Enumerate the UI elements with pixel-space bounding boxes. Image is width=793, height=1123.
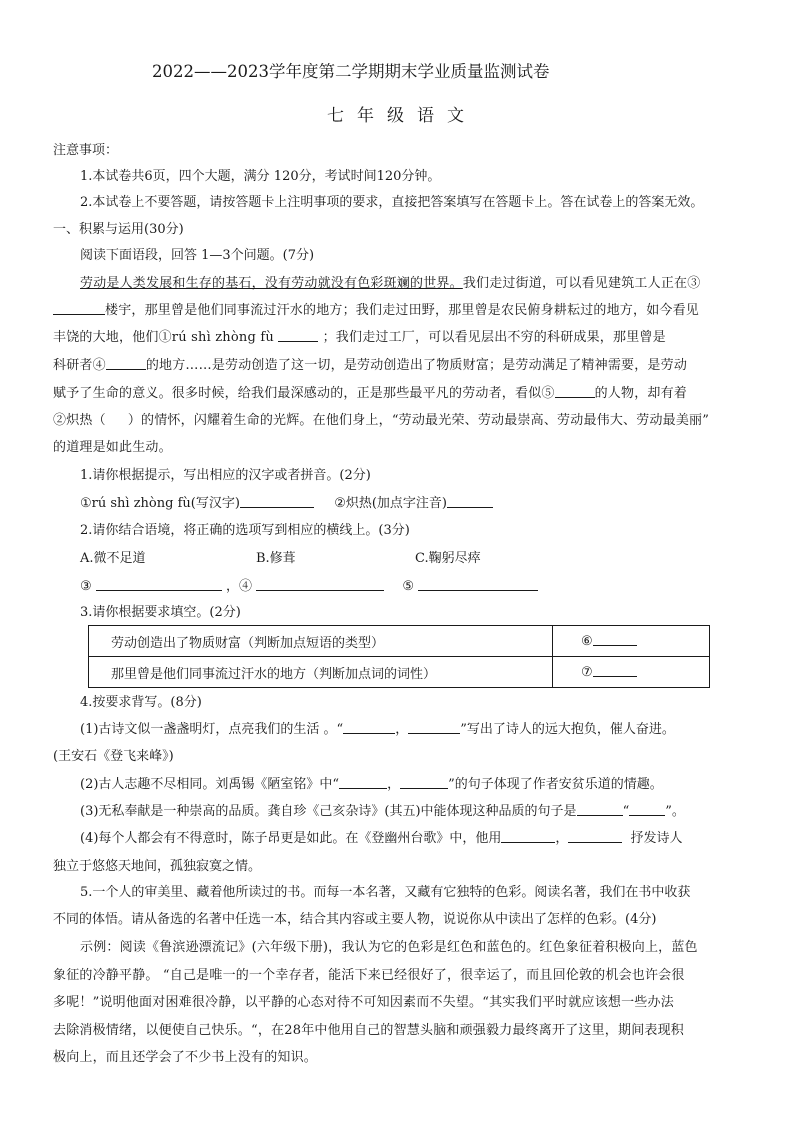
option-a: A.微不足道 — [80, 551, 146, 566]
answer-blank — [96, 578, 222, 591]
passage-intro: 阅读下面语段，回答 1—3个问题。(7分) — [80, 248, 315, 263]
answer-blank — [418, 578, 538, 591]
notice-heading: 注意事项： — [53, 143, 119, 158]
passage-line-5: 赋予了生命的意义。很多时候，给我们最深感动的，正是那些最平凡的劳动者，看似⑤ 的人物，却有着 — [53, 386, 688, 401]
exam-title: 2022——2023学年度第二学期期末学业质量监测试卷 — [152, 62, 550, 81]
question-2-stem: 2.请你结合语境，将正确的选项写到相应的横线上。(3分) — [80, 523, 410, 538]
section-heading: 一、积累与运用(30分) — [53, 222, 184, 237]
example-line-5: 极向上，而且还学会了不少书上没有的知识。 — [53, 1050, 318, 1065]
passage-line-4: 科研者④ 的地方……是劳动创造了这一切，是劳动创造出了物质财富；是劳动满足了精神需要，是劳动 — [53, 358, 688, 373]
question-4-part-4: (4)每个人都会有不得意时，陈子昂更是如此。在《登幽州台歌》中，他用 ， 抒发诗人 — [80, 831, 683, 846]
answer-blank — [240, 495, 314, 508]
table-cell: 劳动创造出了物质财富（判断加点短语的类型） — [89, 626, 553, 657]
question-5-line-2: 不同的体悟。请从备选的名著中任选一本，结合其内容或主要人物，说说你从中读出了怎样的色彩。(4分) — [53, 912, 657, 927]
answer-blank — [447, 495, 493, 508]
blank-4 — [106, 357, 146, 370]
underlined-sentence: 劳动是人类发展和生存的基石，没有劳动就没有色彩斑斓的世界。 — [80, 276, 463, 291]
blank-3 — [53, 302, 105, 315]
table-cell: 那里曾是他们同事流过汗水的地方（判断加点词的词性） — [89, 657, 553, 688]
question-4-source: (王安石《登飞来峰》) — [53, 749, 174, 764]
answer-cell: ⑦ — [553, 657, 710, 688]
passage-line-7: 的道理是如此生动。 — [53, 440, 172, 455]
passage-line-3: 丰饶的大地，他们①rú shì zhòng fù ；我们走过工厂，可以看见层出不穷的科研成果，那里曾是 — [53, 330, 666, 345]
blank-1 — [278, 329, 318, 342]
question-3-table — [88, 625, 710, 688]
exam-subtitle: 七年级语文 — [327, 106, 477, 126]
answer-blank — [256, 578, 384, 591]
question-4-part-4-cont: 独立于悠悠天地间，孤独寂寞之情。 — [53, 859, 262, 874]
example-line-2: 象征的冷静平静。 “自己是唯一的一个幸存者，能活下来已经很好了，很幸运了，而且回伦敦的机会也许会很 — [53, 968, 685, 983]
question-4-stem: 4.按要求背写。(8分) — [80, 695, 202, 710]
passage-line-2: 楼宇，那里曾是他们同事流过汗水的地方；我们走过田野，那里曾是农民俯身耕耘过的地方，如今看见 — [53, 299, 699, 318]
question-5-line-1: 5.一个人的审美里、藏着他所读过的书。而每一本名著，又藏有它独特的色彩。阅读名著，我们在书中收获 — [80, 885, 691, 900]
option-c: C.鞠躬尽瘁 — [415, 551, 481, 566]
example-line-1: 示例：阅读《鲁滨逊漂流记》(六年级下册)，我认为它的色彩是红色和蓝色的。红色象征着积极向上，蓝色 — [80, 940, 698, 955]
question-4-part-1: (1)古诗文似一盏盏明灯，点亮我们的生活 。“ ， ”写出了诗人的远大抱负，催人奋进。 — [80, 722, 675, 737]
passage-line-1: 劳动是人类发展和生存的基石，没有劳动就没有色彩斑斓的世界。我们走过街道，可以看见建筑工人正在③ — [80, 276, 701, 291]
question-1-answers: ①rú shì zhòng fù(写汉字) ②炽热(加点字注音) — [80, 492, 493, 511]
example-line-3: 多呢！”说明他面对困难很冷静，以平静的心态对待不可知因素而不失望。“其实我们平时就应该想一些办法 — [53, 995, 674, 1010]
question-4-part-2: (2)古人志趣不尽相同。刘禹锡《陋室铭》中“ ， ”的句子体现了作者安贫乐道的情趣。 — [80, 777, 663, 792]
passage-line-6: ②炽热（ ）的情怀，闪耀着生命的光辉。在他们身上，“劳动最光荣、劳动最崇高、劳动最伟大、劳动最美丽” — [53, 413, 710, 428]
notice-item-1: 1.本试卷共6页，四个大题，满分 120分，考试时间120分钟。 — [80, 169, 441, 184]
question-2-blanks: ③ ，④ ⑤ — [80, 575, 538, 594]
question-4-part-3: (3)无私奉献是一种崇高的品质。龚自珍《己亥杂诗》(其五)中能体现这种品质的句子是 “ ”。 — [80, 804, 685, 819]
blank-5 — [555, 385, 595, 398]
question-1-stem: 1.请你根据提示，写出相应的汉字或者拼音。(2分) — [80, 468, 371, 483]
answer-cell: ⑥ — [553, 626, 710, 657]
option-b: B.修葺 — [256, 551, 296, 566]
question-3-stem: 3.请你根据要求填空。(2分) — [80, 605, 241, 620]
table-row — [89, 657, 710, 688]
notice-item-2: 2.本试卷上不要答题，请按答题卡上注明事项的要求，直接把答案填写在答题卡上。答在试卷上的答案无效。 — [80, 195, 704, 210]
example-line-4: 去除消极情绪，以便使自己快乐。“，在28年中他用自己的智慧头脑和顽强毅力最终离开了这里，期间表现积 — [53, 1023, 684, 1038]
table-row — [89, 626, 710, 657]
